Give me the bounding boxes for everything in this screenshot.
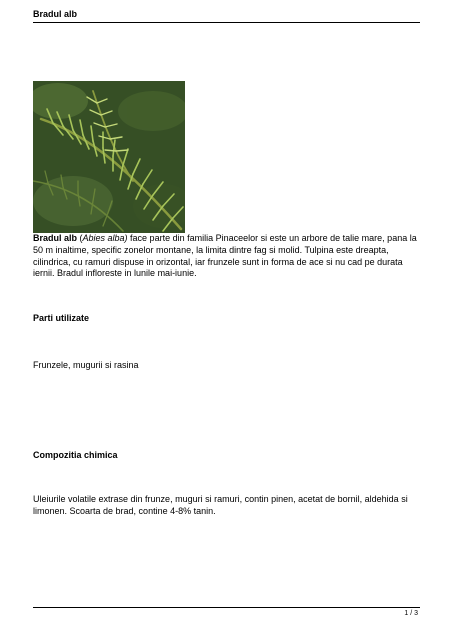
header-divider: [33, 22, 420, 23]
section-heading-compozitia-chimica: Compozitia chimica: [33, 450, 118, 460]
footer-divider: [33, 607, 420, 608]
intro-paragraph: [33, 233, 423, 280]
section-body-compozitia-chimica: Uleiurile volatile extrase din frunze, muguri si ramuri, contin pinen, acetat de bornil, aldehida si limonen. Scoarta de brad, contine 4-8% tanin.: [33, 494, 408, 516]
page-number: 1 / 3: [404, 610, 418, 617]
fir-branch-photo: [33, 81, 185, 233]
section-heading-parti-utilizate: Parti utilizate: [33, 313, 90, 323]
paren-open: (: [77, 233, 83, 243]
page-header-title: Bradul alb: [33, 9, 78, 19]
latin-name: Abies alba): [82, 233, 128, 243]
species-name: Bradul alb: [33, 233, 78, 243]
section-body-parti-utilizate: Frunzele, mugurii si rasina: [33, 360, 139, 370]
intro-text: face parte din familia Pinaceelor si este un arbore de talie mare, pana la 50 m inaltime, specific zonelor montane, la limita dintre fag si molid. Tulpina este dreapta, cilindrica, cu ramuri dispuse in orizontal, iar frunzele sunt in forma de ace si nu cad pe durata iernii. Bradul infloreste in lunile mai-iunie.: [33, 233, 417, 279]
